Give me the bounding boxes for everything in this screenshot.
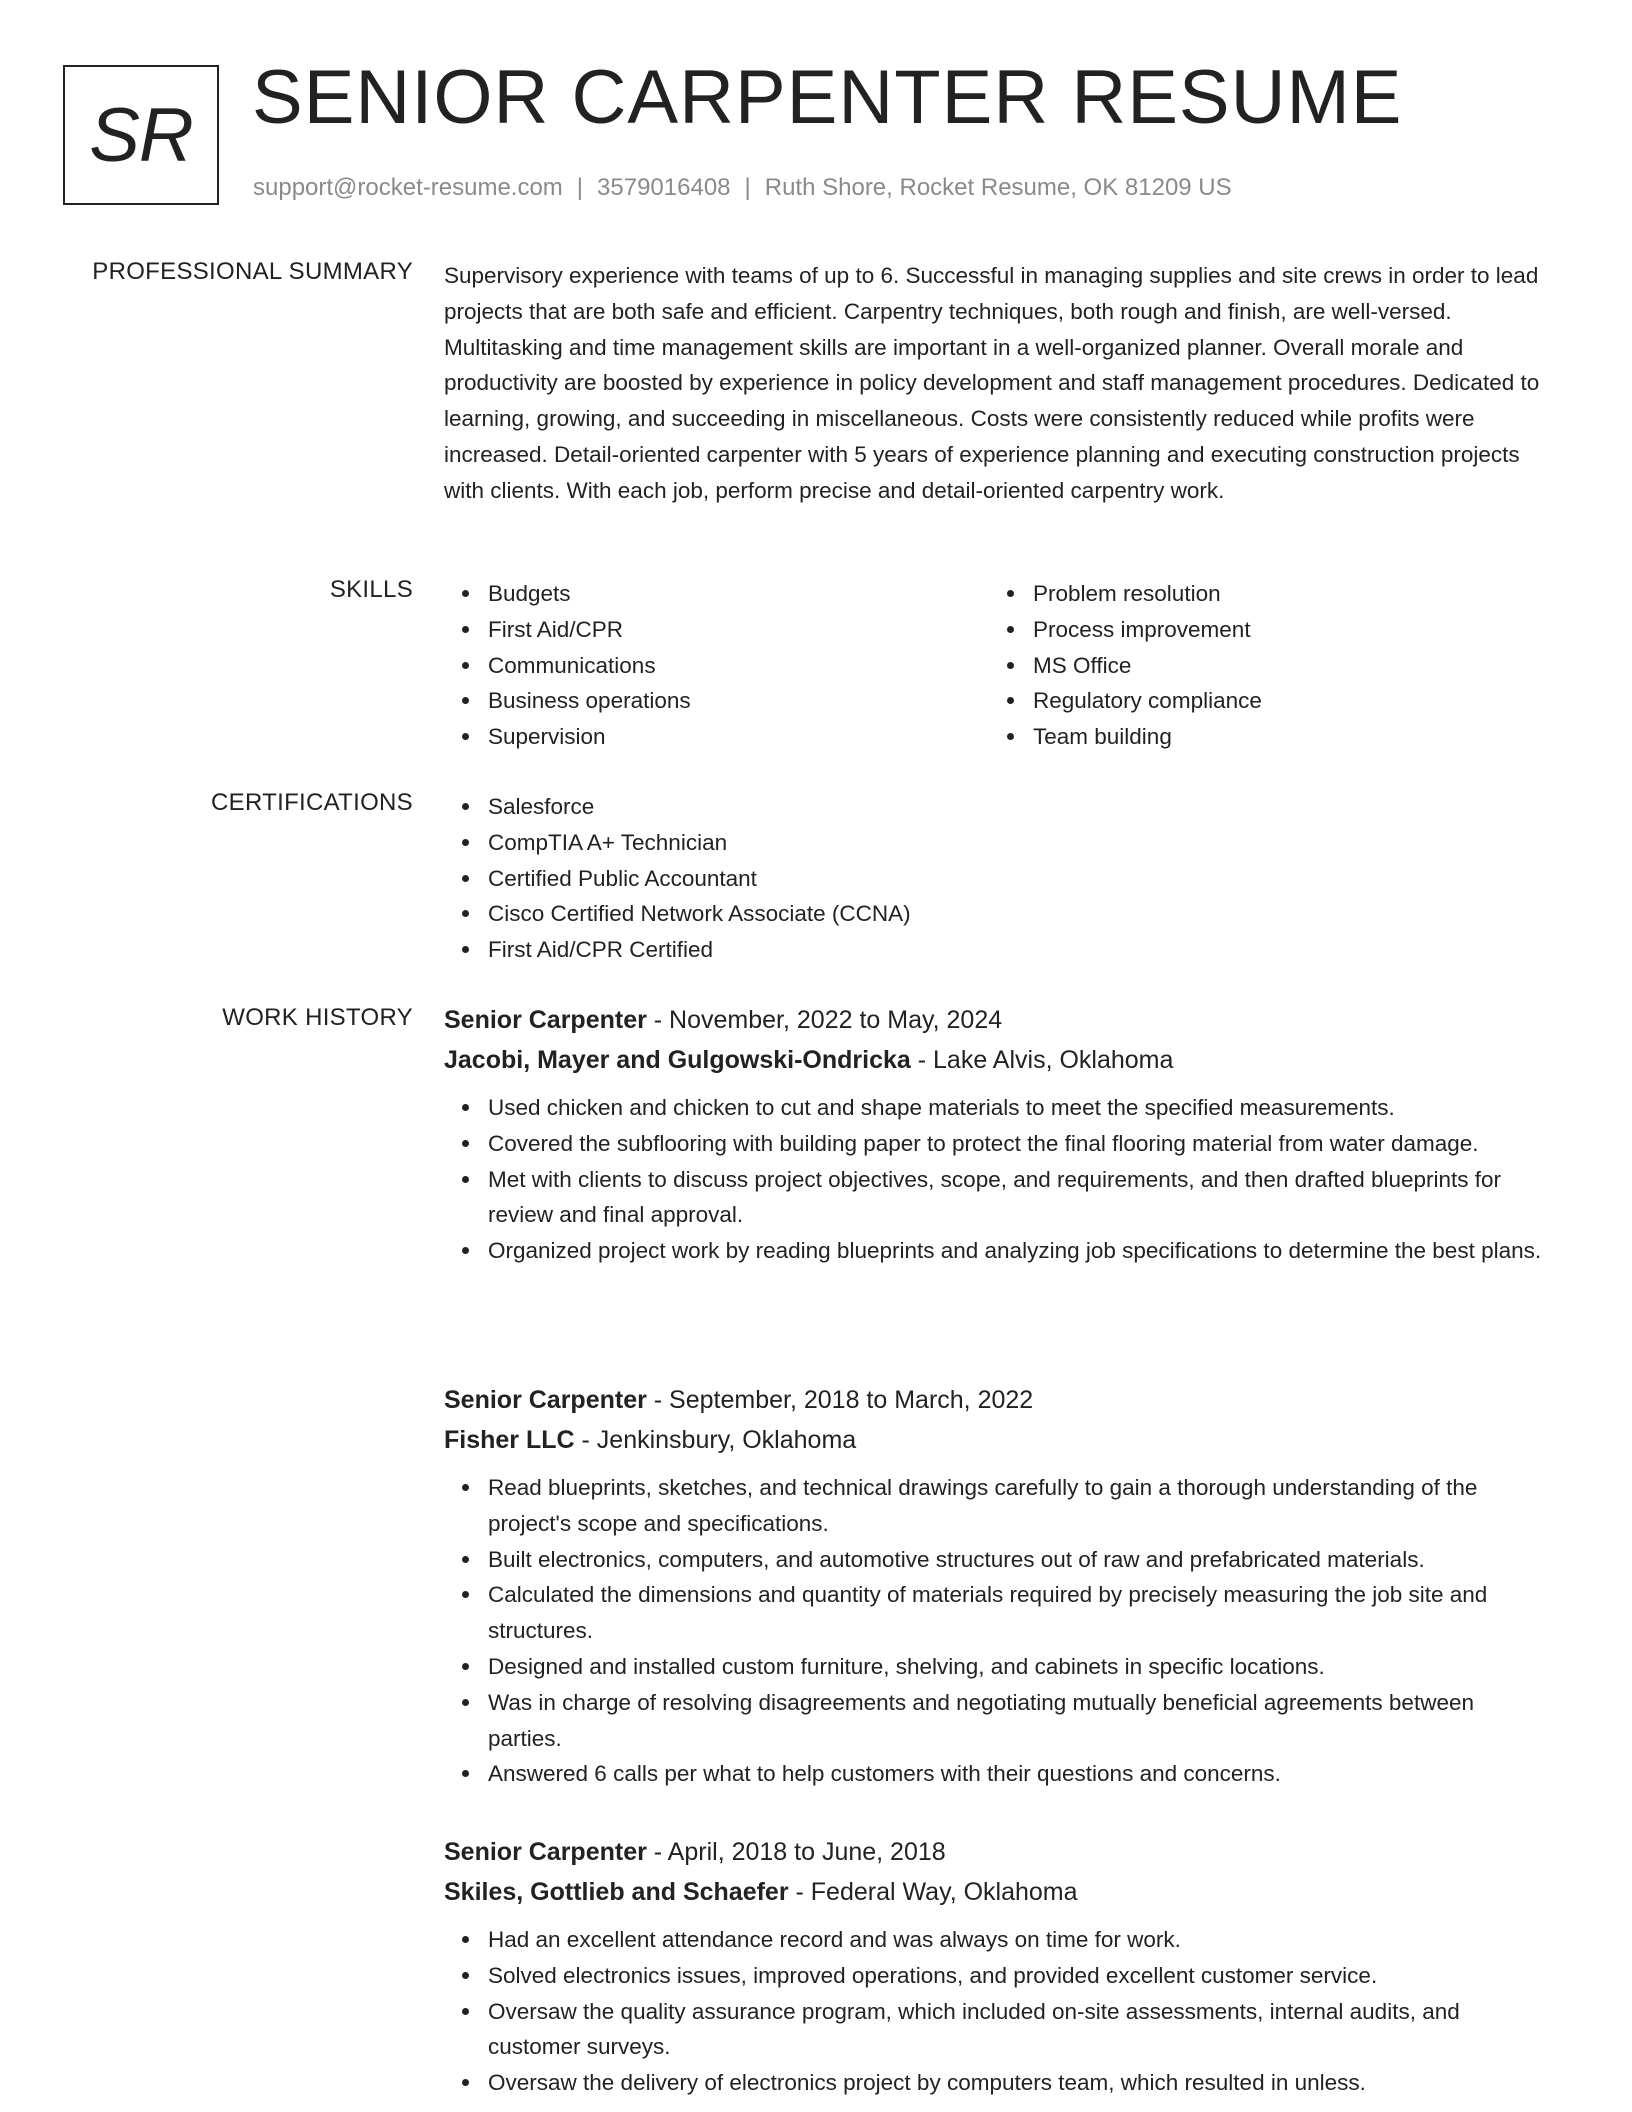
list-item: Team building	[1033, 719, 1534, 755]
list-item: First Aid/CPR Certified	[488, 932, 1554, 968]
list-item: Covered the subflooring with building paper to protect the final flooring material from water damage.	[488, 1126, 1554, 1162]
summary-body	[444, 258, 1554, 509]
list-item: Salesforce	[488, 789, 1554, 825]
contact-address: Ruth Shore, Rocket Resume, OK 81209 US	[764, 174, 1232, 201]
list-item: Oversaw the delivery of electronics project by computers team, which resulted in unless.	[488, 2065, 1554, 2101]
list-item: Regulatory compliance	[1033, 683, 1534, 719]
list-item: Met with clients to discuss project objectives, scope, and requirements, and then drafted blueprints for review and final approval.	[488, 1162, 1554, 1234]
job-title: Senior Carpenter	[444, 1838, 647, 1866]
list-item: First Aid/CPR	[488, 612, 989, 648]
list-item: Read blueprints, sketches, and technical drawings carefully to gain a thorough understanding of the project's scope and specifications.	[488, 1470, 1554, 1542]
skills-list-left	[444, 576, 989, 755]
job-title-line	[444, 1000, 1554, 1040]
list-item: Business operations	[488, 683, 989, 719]
job-entry	[444, 1380, 1554, 1792]
contact-phone: 3579016408	[597, 174, 731, 201]
job-title: Senior Carpenter	[444, 1386, 647, 1414]
list-item: Problem resolution	[1033, 576, 1534, 612]
skills-list-right	[989, 576, 1534, 755]
certifications-body	[444, 789, 1554, 968]
summary-text: Supervisory experience with teams of up to 6. Successful in managing supplies and site crews in order to lead projects that are both safe and efficient. Carpentry techniques, both rough and finish, are well-versed. Multitasking and time management skills are important in a well-organized planner. Overall morale and productivity are boosted by experience in policy development and staff management procedures. Dedicated to learning, growing, and succeeding in miscellaneous. Costs were consistently reduced while profits were increased. Detail-oriented carpenter with 5 years of experience planning and executing construction projects with clients. With each job, perform precise and detail-oriented carpentry work.	[444, 263, 1540, 503]
list-item: Was in charge of resolving disagreements and negotiating mutually beneficial agreements between parties.	[488, 1685, 1554, 1757]
list-item: CompTIA A+ Technician	[488, 825, 1554, 861]
list-item: Oversaw the quality assurance program, which included on-site assessments, internal audits, and customer surveys.	[488, 1994, 1554, 2066]
job-location: - Lake Alvis, Oklahoma	[910, 1046, 1174, 1074]
list-item: Designed and installed custom furniture, shelving, and cabinets in specific locations.	[488, 1649, 1554, 1685]
skills-body	[444, 576, 1554, 755]
job-title-line	[444, 1832, 1554, 1872]
job-company: Fisher LLC	[444, 1426, 575, 1454]
job-dates: - April, 2018 to June, 2018	[646, 1838, 946, 1866]
summary-label: PROFESSIONAL SUMMARY	[92, 258, 413, 285]
list-item: Cisco Certified Network Associate (CCNA)	[488, 896, 1554, 932]
job-company: Jacobi, Mayer and Gulgowski-Ondricka	[444, 1046, 911, 1074]
list-item: Process improvement	[1033, 612, 1534, 648]
skills-grid	[444, 576, 1554, 755]
certifications-list	[444, 789, 1554, 968]
job-title-line	[444, 1380, 1554, 1420]
job-location: - Jenkinsbury, Oklahoma	[574, 1426, 857, 1454]
page-title: SENIOR CARPENTER RESUME	[252, 55, 1403, 140]
job-dates: - September, 2018 to March, 2022	[646, 1386, 1034, 1414]
list-item: Calculated the dimensions and quantity of materials required by precisely measuring the job site and structures.	[488, 1577, 1554, 1649]
list-item: MS Office	[1033, 648, 1534, 684]
work-history-label: WORK HISTORY	[222, 1004, 413, 1031]
list-item: Built electronics, computers, and automotive structures out of raw and prefabricated materials.	[488, 1542, 1554, 1578]
job-company-line	[444, 1872, 1554, 1912]
job-title: Senior Carpenter	[444, 1006, 647, 1034]
job-duties-list	[444, 1470, 1554, 1792]
monogram-initials: SR	[89, 92, 193, 178]
list-item: Supervision	[488, 719, 989, 755]
skills-label: SKILLS	[329, 576, 413, 603]
contact-separator: |	[744, 174, 751, 201]
job-entry	[444, 1832, 1554, 2101]
job-company: Skiles, Gottlieb and Schaefer	[444, 1878, 789, 1906]
contact-separator: |	[576, 174, 584, 201]
list-item: Communications	[488, 648, 989, 684]
list-item: Certified Public Accountant	[488, 861, 1554, 897]
list-item: Solved electronics issues, improved operations, and provided excellent customer service.	[488, 1958, 1554, 1994]
job-company-line	[444, 1420, 1554, 1460]
job-entry	[444, 1000, 1554, 1269]
list-item: Organized project work by reading blueprints and analyzing job specifications to determine the best plans.	[488, 1233, 1554, 1269]
certifications-label: CERTIFICATIONS	[211, 789, 413, 816]
job-duties-list	[444, 1090, 1554, 1269]
job-duties-list	[444, 1922, 1554, 2101]
list-item: Used chicken and chicken to cut and shape materials to meet the specified measurements.	[488, 1090, 1554, 1126]
contact-line	[253, 174, 1232, 202]
job-dates: - November, 2022 to May, 2024	[646, 1006, 1003, 1034]
job-location: - Federal Way, Oklahoma	[788, 1878, 1078, 1906]
monogram-badge	[63, 65, 219, 205]
list-item: Budgets	[488, 576, 989, 612]
job-company-line	[444, 1040, 1554, 1080]
contact-email: support@rocket-resume.com	[253, 174, 563, 201]
list-item: Had an excellent attendance record and was always on time for work.	[488, 1922, 1554, 1958]
list-item: Answered 6 calls per what to help customers with their questions and concerns.	[488, 1756, 1554, 1792]
